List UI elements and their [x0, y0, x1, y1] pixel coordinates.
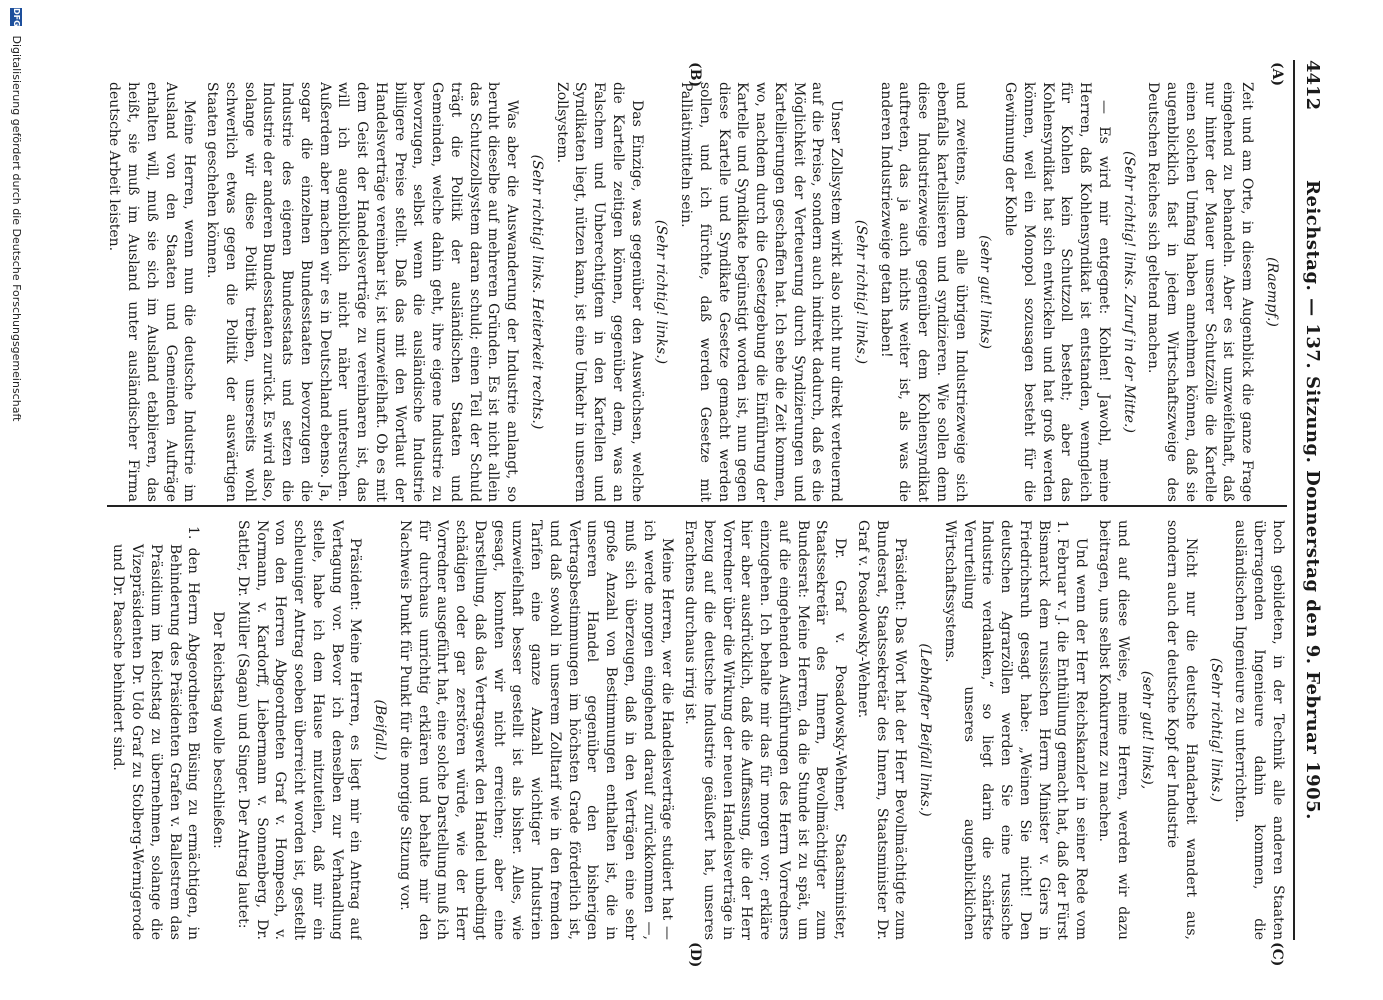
speaker-tag: (Raempf.) [1264, 257, 1280, 327]
speech-paragraph: Präsident: Meine Herren, es liegt mir ein Antrag auf Vertagung vor. Bevor ich denselben zur Verhandlung stelle, habe ich dem Hause mitzuteilen, daß mir ein schleuniger Antrag soeben überreicht worden ist, gestellt von den Herren Abgeordneten Graf v. Hompesch, v. Normann, v. Kardorff, Liebermann v. Sonnenberg, Dr. Sattler, Dr. Müller (Sagan) und Singer. Der Antrag lautet: [235, 520, 364, 940]
paragraph: hoch gebildeten, in der Technik alle anderen Staaten überragenden Ingenieure dahin kommen, die ausländischen Ingenieure zu unterrichten. [1232, 520, 1286, 940]
interjection: (sehr gut! links) [977, 235, 994, 349]
paragraph: Und wenn der Herr Reichskanzler in seiner Rede vom 1. Februar v. J. die Enthüllung gemacht hat, daß der Fürst Bismarck dem russischen Herrn Minister v. Giers in Friedrichsruh gesagt habe: „Weinen Sie nicht! Den deutschen Agrarzöllen werden Sie eine russische Industrie verdanken,“ so liegt darin die schärfste Verurteilung unseres augenblicklichen Wirtschaftssystems. [942, 520, 1090, 940]
paragraph: Meine Herren, wenn nun die deutsche Industrie im Ausland von den Staaten und Gemeinden Aufträge erhalten will, muß sie sich im Ausland etablieren, das heißt, sie muß im Ausland unter ausländischer Firma deutsche Arbeit leisten. [107, 82, 198, 502]
margin-marker-c: (C) [1269, 942, 1285, 967]
paragraph: Nicht nur die deutsche Handarbeit wandert aus, sondern auch der deutsche Kopf der Industrie [1164, 520, 1199, 940]
dfg-logo: DFG [12, 8, 21, 27]
margin-marker-d: (D) [687, 942, 703, 968]
interjection: (Beifall.) [372, 699, 389, 761]
column-divider [107, 505, 1287, 507]
right-column [107, 520, 1287, 940]
list-item: 1. den Herrn Abgeordneten Büsing zu ermächtigen, in Behinderung des Präsidenten Grafen v. Ballestrem das Präsidium im Reichstag zu übernehmen, solange die Vizepräsidenten Dr. Udo Graf zu Stolberg-Wernigerode und Dr. Paasche behindert sind. [110, 526, 202, 940]
interjection: (Sehr richtig! links. Zuruf in der Mitte.) [1120, 151, 1137, 433]
interjection: (Sehr richtig! links.) [853, 219, 869, 365]
paragraph: Unser Zollsystem wirkt also nicht nur direkt verteuernd auf die Preise, sondern auch indirekt dadurch, daß es die Möglichkeit der Verteuerung durch Syndizierungen und Kartellierungen geschaffen hat. Ich sehe die Zeit kommen, wo, nachdem durch die Gesetzgebung die Einführung der Kartelle und Syndikate begünstigt worden ist, nun gegen diese Kartelle und Syndikate Gesetze gemacht werden sollen, und ich fürchte, daß werden Gesetze mit Palliativmitteln sein. [678, 82, 845, 502]
margin-marker-b: (B) [687, 62, 703, 88]
page-number: 4412 [1302, 60, 1323, 111]
page-header [1293, 60, 1325, 940]
paragraph: Zeit und am Orte, in diesem Augenblick die ganze Frage eingehend zu behandeln. Aber es ist unzweifelhaft, daß nur hinter der Mauer unserer Schutzzölle die Kartelle einen solchen Umfang haben annehmen können, daß sie augenblicklich fast in jedem Wirtschaftszweige des Deutschen Reiches sich geltend machen. [1145, 82, 1256, 502]
speech-paragraph: Dr. Graf v. Posadowsky-Wehner, Staatsminister, Staatssekretär des Innern, Bevollmächtigter zum Bundesrat: Meine Herren, da die Stunde ist zu spät, um auf die eingehenden Ausführungen des Herrn Vorredners einzugehen. Ich behalte mir das für morgen vor; erkläre hier aber ausdrücklich, daß die Auffassung, die der Herr Vorredner über die Wirkung der neuen Handelsverträge in bezug auf die deutsche Industrie geäußert hat, unseres Erachtens durchaus irrig ist. [682, 520, 849, 940]
footer [7, 8, 23, 988]
paragraph: — Es wird mir entgegnet: Kohlen! Jawohl, meine Herren, daß Kohlensyndikat ist entstanden, wenngleich für Kohlen kein Schutzzoll besteht; aber das Kohlensyndikat hat sich entwickeln und hat groß werden können, weil ein Monopol sozusagen besteht für die Gewinnung der Kohle [1002, 82, 1112, 502]
paragraph: und zweitens, indem alle übrigen Industriezweige sich ebenfalls kartellisieren und syndizieren. Wie sollen denn diese Industriezweige gegenüber dem Kohlensyndikat auftreten, das ja auch nichts weiter ist, als was die anderen Industriezweige getan haben! [877, 82, 969, 502]
interjection: (Lebhafter Beifall links.) [917, 643, 934, 817]
paragraph: Das Einzige, was gegenüber den Auswüchsen, welche die Kartelle zeitigen können, gegenüber dem, was an Falschem und Unberechtigtem in den Kartellen und Syndikaten liegt, nützen kann, ist eine Umkehr in unserem Zollsystem. [553, 82, 645, 502]
left-column [107, 82, 1287, 502]
interjection: (sehr gut! links), [1139, 670, 1156, 790]
paragraph: Meine Herren, wer die Handelsverträge studiert hat — ich werde morgen eingehend darauf zurückkommen —, muß sich überzeugen, daß in den Verträgen eine sehr große Anzahl von Bestimmungen enthalten ist, die in unseren Handel gegenüber den bisherigen Vertragsbestimmungen im höchsten Grade förderlich ist, und daß sowohl in unserem Zolltarif wie in den fremden Tarifen eine ganze Anzahl wichtiger Industrien unzweifelhaft besser gestellt ist als bisher. Alles, wie gesagt, konnten wir nicht erreichen; aber eine Darstellung, daß das Vertragswerk den Handel unbedingt schädigen oder gar zerstören würde, wie der Herr Vorredner ausgeführt hat, eine solche Darstellung muß ich für durchaus unrichtig erklären und behalte mir den Nachweis Punkt für Punkt für die morgige Sitzung vor. [397, 520, 676, 940]
motion-list [107, 520, 203, 940]
paragraph: Was aber die Auswanderung der Industrie anlangt, so beruht dieselbe auf mehreren Gründen. Es ist nicht allein das Schutzzollsystem daran schuld; einen Teil der Schuld trägt die Politik der ausländischen Staaten und Gemeinden, welche dahin geht, ihre eigene Industrie zu bevorzugen, selbst wenn die ausländische Industrie billigere Preise stellt. Daß das mit den Wortlaut der Handelsverträge vereinbar ist, ist unzweifelhaft. Ob es mit dem Geist der Handelsverträge zu vereinbaren ist, das will ich augenblicklich nicht näher untersuchen. Außerdem aber machen wir es in Deutschland ebenso. Ja, sogar die einzelnen Bundesstaaten bevorzugen die Industrie des eigenen Bundesstaats und setzen die Industrie der anderen Bundesstaaten zurück. Es wird also, solange wir diese Politik treiben, unserseits wohl schwerlich etwas gegen die Politik der auswärtigen Staaten geschehen können. [204, 82, 521, 502]
interjection: (Sehr richtig! links.) [1207, 657, 1224, 803]
page-title: Reichstag. — 137. Sitzung. Donnerstag den 9. Februar 1905. [1302, 180, 1323, 820]
paragraph: und auf diese Weise, meine Herren, werden wir dazu beitragen, uns selbst Konkurrenz zu machen. [1096, 520, 1131, 940]
motion-heading: Der Reichstag wolle beschließen: [210, 611, 227, 849]
speech-paragraph: Präsident: Das Wort hat der Herr Bevollmächtigte zum Bundesrat, Staatssekretär des Innern, Staatsminister Dr. Graf v. Posadowsky-Wehner. [855, 520, 909, 940]
interjection: (Sehr richtig! links.) [653, 219, 670, 365]
footer-text: Digitalisierung gefördert durch die Deutsche Forschungsgemeinschaft [10, 35, 23, 422]
interjection: (Sehr richtig! links. Heiterkeit rechts.) [529, 154, 545, 430]
margin-marker-a: (A) [1269, 62, 1285, 87]
